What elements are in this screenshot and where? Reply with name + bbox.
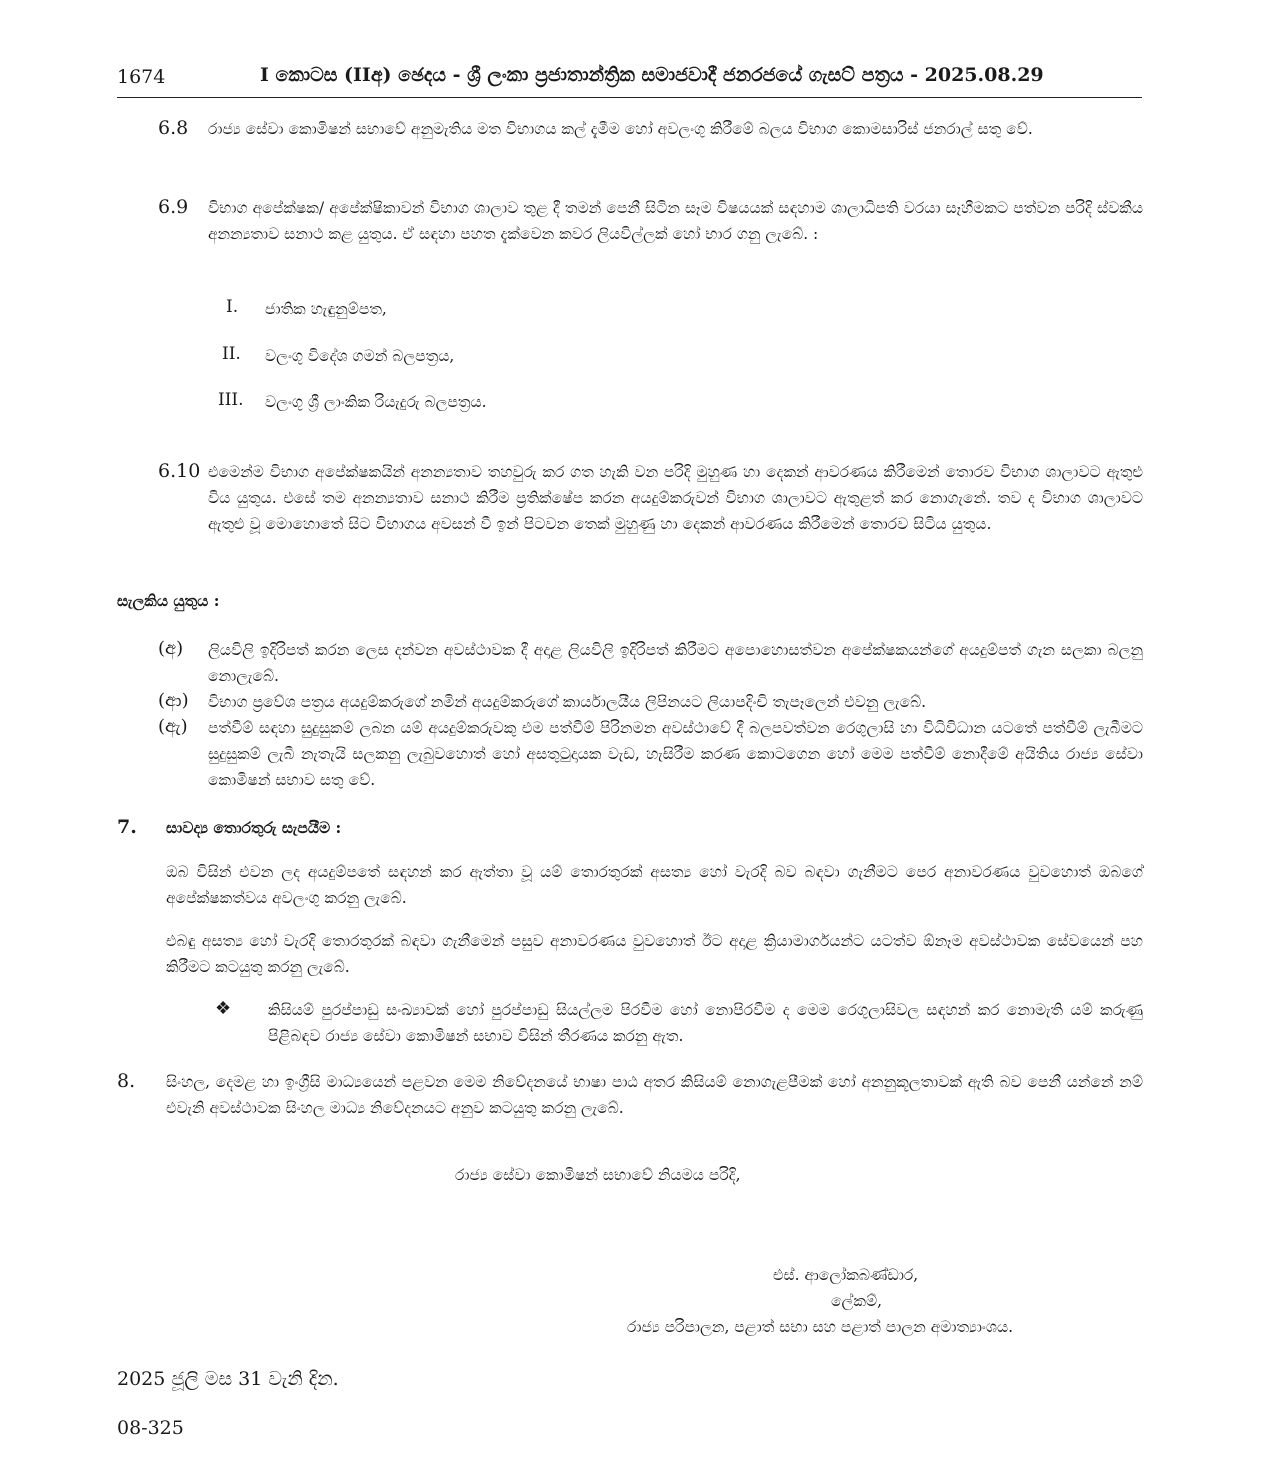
section-6-8-text: රාජ්‍ය සේවා කොමිෂන් සභාවේ අනුමැතිය මත විභාගය කල් දැමීම හෝ අවලංගු කිරීමේ බලය විභාග කොමසාරිස් ජනරාල් සතු වේ.: [208, 120, 1033, 138]
section-6-10-text: එමෙන්ම විභාග අපේක්ෂකයින් අනන්‍යතාව තහවුරු කර ගත හැකි වන පරිදි මුහුණ හා දෙකන් ආවරණය කිරීමෙන් තොරව විභාග ශාලාවට ඇතුළු විය යුතුය. එසේ තම අනන්‍යතාව සනාථ කිරීම ප්‍රතික්ෂේප කරන අයදුම්කරුවන් විභාග ශාලාවට ඇතුළත් කර නොගැනේ. තව ද විභාග ශාලාවට ඇතුළු වූ මොහොතේ සිට විභාගය අවසන් වී ඉන් පිටවන තෙක් මුහුණු හා දෙකන් ආවරණය කිරීමෙන් තොරව සිටිය යුතුය.: [208, 463, 1143, 533]
id-list-item-text: වලංගු විදේශ ගමන් බලපත්‍රය,: [265, 347, 455, 365]
section-6-9-text: විභාග අපේක්ෂක/ අපේක්ෂිකාවන් විභාග ශාලාව තුළ දී තමන් පෙනී සිටින සෑම විෂයයක් සඳහාම ශාලාධිපති වරයා සෑහීමකට පත්වන පරිදි ස්වකීය අනන්‍යතාව සනාථ කළ යුතුය. ඒ සඳහා පහත දැක්වෙන කවර ලියවිල්ලක් හෝ භාර ගනු ලැබේ. :: [208, 199, 1143, 243]
id-list-item-number: I.: [226, 297, 239, 317]
issue-date: 2025 ජූලි මස 31 වැනි දින.: [117, 1368, 339, 1390]
id-list-item-text: ජාතික හැඳුනුම්පත,: [265, 300, 387, 318]
section-6-8-number: 6.8: [158, 117, 189, 139]
section-7-paragraph: එබඳු අසත්‍ය හෝ වැරදි තොරතුරක් බඳවා ගැනීමෙන් පසුව අනාවරණය වුවහොත් ඊට අදාළ ක්‍රියාමාර්ගයන්ට යටත්ව ඕනෑම අවස්ථාවක සේවයෙන් පහ කිරීමට කටයුතු කරනු ලැබේ.: [166, 932, 1143, 976]
note-item-text: ලියවිලි ඉදිරිපත් කරන ලෙස දන්වන අවස්ථාවක දී අදාළ ලියවිලි ඉදිරිපත් කිරීමට අපොහොසත්වන අපේක්ෂකයන්ගේ අයදුම්පත් ගැන සලකා බලනු නොලැබේ.: [208, 641, 1143, 685]
section-7-bullet-text: කිසියම් පුරප්පාඩු සංඛ්‍යාවක් හෝ පුරප්පාඩු සියල්ලම පිරවීම හෝ නොපිරවීම ද මෙම රෙගුලාසිවල සඳහන් කර නොමැති යම් කරුණු පිළිබඳව රාජ්‍ය සේවා කොමිෂන් සභාව විසින් තීරණය කරනු ඇත.: [268, 1001, 1143, 1045]
signatory-ministry: රාජ්‍ය පරිපාලන, පළාත් සභා සහ පළාත් පාලන අමාත්‍යාංශය.: [627, 1318, 1014, 1336]
id-list-item-number: III.: [218, 390, 244, 410]
header-rule: [117, 97, 1142, 98]
note-item-label: (අ): [158, 638, 184, 659]
id-list-item-number: II.: [222, 344, 241, 364]
gazette-header-title: I කොටස (IIඅ) ඡෙදය - ශ්‍රී ලංකා ප්‍රජාතාන්ත්‍රික සමාජවාදී ජනරජයේ ගැසට් පත්‍රය - 2025.08.29: [260, 64, 1044, 86]
closing-line: රාජ්‍ය සේවා කොමිෂන් සභාවේ නියමය පරිදි,: [455, 1166, 741, 1184]
signatory-name: එස්. ආලෝකබණ්ඩාර,: [773, 1266, 919, 1284]
reference-number: 08-325: [117, 1417, 184, 1439]
section-6-10-number: 6.10: [158, 460, 201, 482]
id-list-item-text: වලංගු ශ්‍රී ලාංකික රියැදුරු බලපත්‍රය.: [265, 393, 487, 411]
page-number: 1674: [117, 66, 166, 88]
section-7-heading: සාවද්‍ය තොරතුරු සැපයීම :: [166, 818, 342, 837]
section-8-number: 8.: [117, 1070, 136, 1092]
signatory-title: ලේකම්,: [831, 1292, 883, 1310]
note-item-text: විභාග ප්‍රවේශ පත්‍රය අයදුම්කරුගේ නමින් අයදුම්කරුගේ කාර්යාලයීය ලිපිනයට ලියාපදිංචි තැපෑලෙන් එවනු ලැබේ.: [208, 693, 927, 711]
note-heading: සැලකිය යුතුය :: [117, 591, 220, 610]
note-item-label: (ආ): [158, 690, 189, 711]
section-7-number: 7.: [117, 816, 137, 838]
section-7-paragraph: ඔබ විසින් එවන ලද අයදුම්පතේ සඳහන් කර ඇත්තා වූ යම් තොරතුරක් අසත්‍ය හෝ වැරදි බව බඳවා ගැනීමට පෙර අනාවරණය වුවහොත් ඔබගේ අපේක්ෂකත්වය අවලංගු කරනු ලැබේ.: [166, 863, 1143, 907]
note-item-text: පත්වීම් සඳහා සුදුසුකම් ලබන යම් අයදුම්කරුවකු එම පත්වීම් පිරිනමන අවස්ථාවේ දී බලපවත්වන රෙගුලාසි හා විධිවිධාන යටතේ පත්වීම් ලැබීමට සුදුසුකම් ලැබී නැතැයි සලකනු ලැබුවහොත් හෝ අසතුටුදායක වැඩ, හැසිරීම කරණ කොටගෙන හෝ මෙම පත්වීම් නොදීමේ අයිතිය රාජ්‍ය සේවා කොමිෂන් සභාව සතු වේ.: [208, 719, 1143, 789]
diamond-bullet-icon: ❖: [215, 998, 232, 1019]
note-item-label: (ඇ): [158, 716, 188, 737]
section-6-9-number: 6.9: [158, 196, 189, 218]
section-8-text: සිංහල, දෙමළ හා ඉංග්‍රීසි මාධ්‍යයෙන් පළවන මෙම නිවේදනයේ භාෂා පාඨ අතර කිසියම් නොගැළපීමක් හෝ අනනුකූලතාවක් ඇති බව පෙනී යන්නේ නම් එවැනි අවස්ථාවක සිංහල මාධ්‍ය නිවේදනයට අනුව කටයුතු කරනු ලැබේ.: [166, 1073, 1143, 1117]
